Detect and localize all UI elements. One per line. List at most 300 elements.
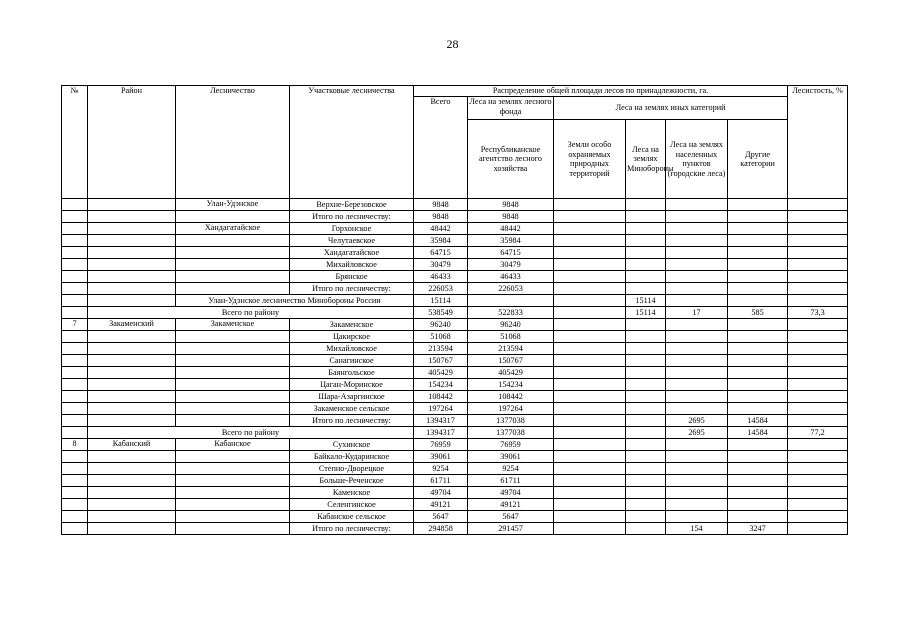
protected-cell (554, 415, 626, 427)
sub-forestry-cell: Итого по лесничеству: (290, 415, 414, 427)
other-cell: 3247 (728, 523, 788, 535)
settlements-cell (666, 391, 728, 403)
forest-cover-cell (788, 367, 848, 379)
protected-cell (554, 283, 626, 295)
num-cell (62, 511, 88, 523)
settlements-cell (666, 451, 728, 463)
table-row (62, 271, 848, 283)
total-cell: 1394317 (414, 415, 468, 427)
table-row (62, 367, 848, 379)
defense-cell (626, 487, 666, 499)
forest-cover-cell (788, 439, 848, 451)
forestry-cell: Кабанское (176, 439, 290, 451)
forest-cover-cell (788, 211, 848, 223)
table-row (62, 283, 848, 295)
forest-fund-cell: 9254 (468, 463, 554, 475)
district-cell (88, 511, 176, 523)
total-cell: 154234 (414, 379, 468, 391)
defense-cell (626, 427, 666, 439)
protected-cell (554, 331, 626, 343)
other-cell (728, 223, 788, 235)
total-cell: 108442 (414, 391, 468, 403)
district-cell (88, 391, 176, 403)
district-cell (88, 295, 176, 307)
defense-cell (626, 451, 666, 463)
header-other: Другие категории (728, 120, 788, 199)
table-row (62, 223, 848, 235)
district-cell (88, 367, 176, 379)
district-cell (88, 223, 176, 235)
district-cell (88, 487, 176, 499)
forest-cover-cell (788, 331, 848, 343)
settlements-cell (666, 487, 728, 499)
num-cell (62, 283, 88, 295)
settlements-cell (666, 463, 728, 475)
forest-fund-cell: 291457 (468, 523, 554, 535)
defense-cell (626, 511, 666, 523)
num-cell (62, 523, 88, 535)
num-cell (62, 475, 88, 487)
forest-fund-cell: 51068 (468, 331, 554, 343)
district-cell (88, 283, 176, 295)
sub-forestry-cell: Горхонское (290, 223, 414, 235)
forest-cover-cell (788, 247, 848, 259)
settlements-cell: 2695 (666, 415, 728, 427)
protected-cell (554, 439, 626, 451)
sub-forestry-cell: Итого по лесничеству: (290, 283, 414, 295)
protected-cell (554, 319, 626, 331)
num-cell (62, 295, 88, 307)
num-cell (62, 463, 88, 475)
defense-cell (626, 247, 666, 259)
district-cell (88, 331, 176, 343)
settlements-cell (666, 259, 728, 271)
header-sub-forestries: Участковые лесничества (290, 86, 414, 199)
defense-cell (626, 235, 666, 247)
district-cell: Закаменский (88, 319, 176, 331)
forest-fund-cell: 35984 (468, 235, 554, 247)
defense-cell (626, 499, 666, 511)
protected-cell (554, 271, 626, 283)
total-cell: 213594 (414, 343, 468, 355)
other-cell (728, 331, 788, 343)
other-cell (728, 211, 788, 223)
total-cell: 30479 (414, 259, 468, 271)
num-cell: 7 (62, 319, 88, 331)
num-cell (62, 247, 88, 259)
total-cell: 64715 (414, 247, 468, 259)
forestry-cell (176, 499, 290, 511)
forest-cover-cell (788, 403, 848, 415)
defense-cell (626, 355, 666, 367)
settlements-cell (666, 511, 728, 523)
forest-fund-cell (468, 295, 554, 307)
protected-cell (554, 211, 626, 223)
forestry-cell: Закаменское (176, 319, 290, 331)
forest-fund-cell: 49704 (468, 487, 554, 499)
defense-cell (626, 391, 666, 403)
forest-cover-cell (788, 295, 848, 307)
settlements-cell (666, 283, 728, 295)
table-row (62, 331, 848, 343)
forest-cover-cell (788, 451, 848, 463)
forestry-cell: Улан-Удэнское (176, 199, 290, 211)
other-cell (728, 511, 788, 523)
num-cell (62, 211, 88, 223)
header-other-categories: Леса на землях иных категорий (554, 97, 788, 120)
district-cell (88, 343, 176, 355)
total-cell: 9848 (414, 199, 468, 211)
table-row (62, 511, 848, 523)
defense-cell (626, 283, 666, 295)
settlements-cell (666, 403, 728, 415)
forest-fund-cell: 9848 (468, 199, 554, 211)
other-cell (728, 199, 788, 211)
protected-cell (554, 379, 626, 391)
sub-forestry-cell: Баянгольское (290, 367, 414, 379)
num-cell (62, 331, 88, 343)
forest-cover-cell (788, 271, 848, 283)
district-cell (88, 403, 176, 415)
forestry-cell: Хандагатайское (176, 223, 290, 235)
protected-cell (554, 223, 626, 235)
total-cell: 9254 (414, 463, 468, 475)
defense-cell (626, 379, 666, 391)
protected-cell (554, 523, 626, 535)
district-cell (88, 463, 176, 475)
settlements-cell (666, 499, 728, 511)
district-cell: Кабанский (88, 439, 176, 451)
settlements-cell (666, 199, 728, 211)
protected-cell (554, 487, 626, 499)
forest-fund-cell: 61711 (468, 475, 554, 487)
table-row (62, 199, 848, 211)
forest-cover-cell: 73,3 (788, 307, 848, 319)
table-row (62, 247, 848, 259)
forest-cover-cell (788, 283, 848, 295)
district-total-row (62, 307, 848, 319)
forest-cover-cell (788, 391, 848, 403)
forestry-cell (176, 271, 290, 283)
header-forestry: Лесничество (176, 86, 290, 199)
total-cell: 1394317 (414, 427, 468, 439)
district-total-label: Всего по району (88, 427, 414, 439)
table-row (62, 499, 848, 511)
district-cell (88, 451, 176, 463)
table-row (62, 451, 848, 463)
total-cell: 48442 (414, 223, 468, 235)
settlements-cell (666, 439, 728, 451)
sub-forestry-cell: Селенгинское (290, 499, 414, 511)
settlements-cell: 154 (666, 523, 728, 535)
num-cell (62, 487, 88, 499)
protected-cell (554, 475, 626, 487)
table-row (62, 523, 848, 535)
header-forest-cover: Лесистость, % (788, 86, 848, 199)
total-cell: 51068 (414, 331, 468, 343)
settlements-cell (666, 319, 728, 331)
forest-cover-cell (788, 235, 848, 247)
page-number: 28 (446, 37, 459, 51)
other-cell (728, 319, 788, 331)
protected-cell (554, 427, 626, 439)
district-cell (88, 259, 176, 271)
table-row (62, 439, 848, 451)
sub-forestry-cell: Кабанское сельское (290, 511, 414, 523)
sub-forestry-cell: Михайловское (290, 259, 414, 271)
protected-cell (554, 511, 626, 523)
sub-forestry-cell: Шара-Азаргинское (290, 391, 414, 403)
forest-cover-cell (788, 487, 848, 499)
forestry-cell (176, 475, 290, 487)
defense-cell (626, 271, 666, 283)
table-row (62, 415, 848, 427)
forestry-cell (176, 355, 290, 367)
settlements-cell (666, 355, 728, 367)
protected-cell (554, 247, 626, 259)
table-row (62, 211, 848, 223)
defense-cell (626, 367, 666, 379)
district-cell (88, 415, 176, 427)
forestry-cell (176, 403, 290, 415)
district-cell (88, 199, 176, 211)
forest-fund-cell: 154234 (468, 379, 554, 391)
forest-cover-cell (788, 475, 848, 487)
settlements-cell (666, 211, 728, 223)
other-cell: 14584 (728, 415, 788, 427)
defense-cell: 15114 (626, 307, 666, 319)
header-protected: Земли особо охраняемых природных территорий (554, 120, 626, 199)
forest-fund-cell: 48442 (468, 223, 554, 235)
forest-fund-cell: 226053 (468, 283, 554, 295)
num-cell (62, 223, 88, 235)
forest-cover-cell (788, 415, 848, 427)
other-cell (728, 271, 788, 283)
total-cell: 35984 (414, 235, 468, 247)
district-cell (88, 247, 176, 259)
header-num: № (62, 86, 88, 199)
district-cell (88, 271, 176, 283)
district-cell (88, 379, 176, 391)
district-cell (88, 355, 176, 367)
other-cell (728, 463, 788, 475)
defense-cell: 15114 (626, 295, 666, 307)
other-cell (728, 355, 788, 367)
settlements-cell (666, 331, 728, 343)
total-cell: 405429 (414, 367, 468, 379)
forestry-cell (176, 211, 290, 223)
total-cell: 538549 (414, 307, 468, 319)
forestry-cell (176, 379, 290, 391)
forestry-span-cell: Улан-Удэнское лесничество Минобороны России (176, 295, 414, 307)
protected-cell (554, 499, 626, 511)
forest-cover-cell (788, 259, 848, 271)
district-total-label: Всего по району (88, 307, 414, 319)
protected-cell (554, 235, 626, 247)
other-cell (728, 403, 788, 415)
protected-cell (554, 355, 626, 367)
forest-fund-cell: 405429 (468, 367, 554, 379)
total-cell: 5647 (414, 511, 468, 523)
total-cell: 197264 (414, 403, 468, 415)
total-cell: 46433 (414, 271, 468, 283)
protected-cell (554, 403, 626, 415)
forest-cover-cell (788, 355, 848, 367)
forestry-cell (176, 367, 290, 379)
forest-fund-cell: 39061 (468, 451, 554, 463)
total-cell: 61711 (414, 475, 468, 487)
total-cell: 9848 (414, 211, 468, 223)
table-row (62, 259, 848, 271)
defense-cell (626, 331, 666, 343)
forest-fund-cell: 9848 (468, 211, 554, 223)
forest-cover-cell (788, 199, 848, 211)
other-cell (728, 295, 788, 307)
sub-forestry-cell: Степно-Дворецкое (290, 463, 414, 475)
protected-cell (554, 451, 626, 463)
header-district: Район (88, 86, 176, 199)
sub-forestry-cell: Итого по лесничеству: (290, 211, 414, 223)
forest-fund-cell: 30479 (468, 259, 554, 271)
other-cell (728, 343, 788, 355)
table-row (62, 295, 848, 307)
forest-fund-cell: 76959 (468, 439, 554, 451)
num-cell (62, 307, 88, 319)
num-cell (62, 403, 88, 415)
sub-forestry-cell: Закаменское сельское (290, 403, 414, 415)
defense-cell (626, 415, 666, 427)
forestry-cell (176, 511, 290, 523)
defense-cell (626, 211, 666, 223)
district-cell (88, 475, 176, 487)
protected-cell (554, 199, 626, 211)
num-cell (62, 379, 88, 391)
forest-fund-cell: 522833 (468, 307, 554, 319)
forest-cover-cell (788, 223, 848, 235)
sub-forestry-cell: Больше-Реченское (290, 475, 414, 487)
header-forest-fund: Леса на землях лесного фонда (468, 97, 554, 120)
table-row (62, 475, 848, 487)
forestry-cell (176, 259, 290, 271)
defense-cell (626, 403, 666, 415)
sub-forestry-cell: Верхне-Березовское (290, 199, 414, 211)
defense-cell (626, 463, 666, 475)
header-total: Всего (414, 97, 468, 199)
sub-forestry-cell: Каменское (290, 487, 414, 499)
header-defense: Леса на землях Минобороны (626, 120, 666, 199)
sub-forestry-cell: Итого по лесничеству: (290, 523, 414, 535)
protected-cell (554, 367, 626, 379)
forestry-cell (176, 331, 290, 343)
district-total-row (62, 427, 848, 439)
forestry-cell (176, 487, 290, 499)
forestry-cell (176, 463, 290, 475)
other-cell (728, 451, 788, 463)
forestry-cell (176, 283, 290, 295)
forest-cover-cell: 77,2 (788, 427, 848, 439)
num-cell (62, 343, 88, 355)
table-row (62, 463, 848, 475)
forest-fund-cell: 150767 (468, 355, 554, 367)
forestry-cell (176, 451, 290, 463)
settlements-cell: 17 (666, 307, 728, 319)
forestry-cell (176, 523, 290, 535)
other-cell: 14584 (728, 427, 788, 439)
protected-cell (554, 391, 626, 403)
forest-fund-cell: 108442 (468, 391, 554, 403)
num-cell (62, 427, 88, 439)
num-cell (62, 271, 88, 283)
num-cell (62, 199, 88, 211)
forest-fund-cell: 46433 (468, 271, 554, 283)
num-cell: 8 (62, 439, 88, 451)
settlements-cell (666, 475, 728, 487)
settlements-cell: 2695 (666, 427, 728, 439)
other-cell (728, 247, 788, 259)
forest-cover-cell (788, 523, 848, 535)
other-cell (728, 235, 788, 247)
protected-cell (554, 295, 626, 307)
forest-fund-cell: 213594 (468, 343, 554, 355)
sub-forestry-cell: Закаменское (290, 319, 414, 331)
defense-cell (626, 199, 666, 211)
settlements-cell (666, 247, 728, 259)
total-cell: 226053 (414, 283, 468, 295)
defense-cell (626, 475, 666, 487)
total-cell: 39061 (414, 451, 468, 463)
sub-forestry-cell: Цаган-Моринское (290, 379, 414, 391)
other-cell (728, 391, 788, 403)
defense-cell (626, 523, 666, 535)
district-cell (88, 499, 176, 511)
forest-cover-cell (788, 499, 848, 511)
sub-forestry-cell: Байкало-Кударинское (290, 451, 414, 463)
forest-fund-cell: 1377038 (468, 427, 554, 439)
defense-cell (626, 319, 666, 331)
other-cell (728, 283, 788, 295)
district-cell (88, 235, 176, 247)
sub-forestry-cell: Челутаевское (290, 235, 414, 247)
forest-fund-cell: 1377038 (468, 415, 554, 427)
num-cell (62, 451, 88, 463)
table-row (62, 319, 848, 331)
forest-cover-cell (788, 319, 848, 331)
settlements-cell (666, 235, 728, 247)
settlements-cell (666, 271, 728, 283)
forestry-cell (176, 235, 290, 247)
forest-fund-cell: 64715 (468, 247, 554, 259)
num-cell (62, 367, 88, 379)
forestry-cell (176, 415, 290, 427)
forest-fund-cell: 197264 (468, 403, 554, 415)
total-cell: 49121 (414, 499, 468, 511)
forestry-cell (176, 247, 290, 259)
forest-fund-cell: 5647 (468, 511, 554, 523)
total-cell: 150767 (414, 355, 468, 367)
protected-cell (554, 259, 626, 271)
header-republic-agency: Республиканское агентство лесного хозяйства (468, 120, 554, 199)
other-cell (728, 379, 788, 391)
sub-forestry-cell: Хандагатайское (290, 247, 414, 259)
other-cell (728, 439, 788, 451)
total-cell: 96240 (414, 319, 468, 331)
other-cell (728, 367, 788, 379)
table-body (62, 199, 848, 535)
protected-cell (554, 463, 626, 475)
total-cell: 15114 (414, 295, 468, 307)
num-cell (62, 415, 88, 427)
defense-cell (626, 259, 666, 271)
